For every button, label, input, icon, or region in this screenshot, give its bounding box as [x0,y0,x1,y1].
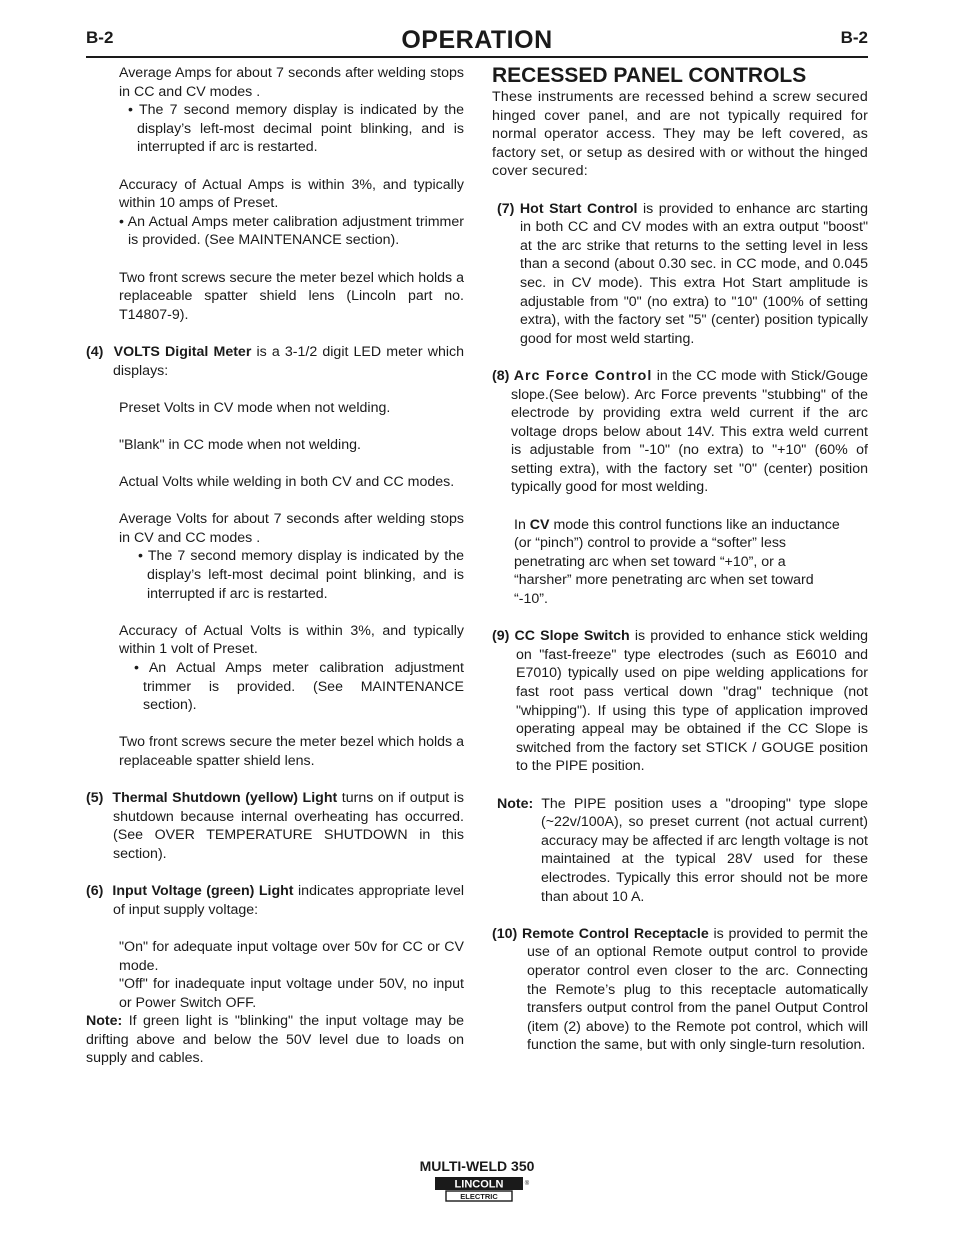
cv-mode-pre: In [514,516,526,533]
cv-mode-text [492,516,868,609]
item-10-label: Remote Control Receptacle [521,925,709,942]
amps-memory-bullet: • The 7 second memory display is indicated by the display’s left-most decimal point blinking, and is interrupted if arc is restarted. [128,102,464,156]
item-4-label: VOLTS Digital Meter [113,343,252,360]
volts-actual-text: Actual Volts while welding in both CV and CC modes. [119,474,455,491]
cv-mode-body: mode this control functions like an inductance (or “pinch”) control to provide a “softer” less penetrating arc when set toward “+10”, or a “harsher” more penetrating arc when set toward “-10”. [514,516,840,608]
item-6-text: indicates appropriate level of input supply voltage: [113,883,464,918]
item-5-text: turns on if output is shutdown because internal overheating has occurred. (See OVER TEMPERATURE SHUTDOWN in this section). [113,790,464,862]
left-note-label: Note: [86,1013,123,1030]
footer-model: MULTI-WELD 350 [419,1158,535,1174]
item-7-number: (7) [497,200,515,217]
volts-blank-text: "Blank" in CC mode when not welding. [119,436,361,453]
item-5-label: Thermal Shutdown (yellow) Light [112,790,338,807]
amps-bezel-text: Two front screws secure the meter bezel which holds a replaceable spatter shield lens (Lincoln part no. T14807-9). [119,269,464,323]
volts-memory-bullet: • The 7 second memory display is indicated by the display’s left-most decimal point blinking, and is interrupted if arc is restarted. [138,548,464,602]
section-title: RECESSED PANEL CONTROLS [492,64,807,87]
item-8-number: (8) [492,367,510,384]
item-5-number: (5) [86,790,104,807]
logo-top-text: LINCOLN [454,1178,504,1191]
right-column [492,64,868,1055]
amps-accuracy-text: Accuracy of Actual Amps is within 3%, and typically within 10 amps of Preset. [119,176,464,212]
item-7-label: Hot Start Control [519,200,638,217]
item-10-number: (10) [492,925,518,942]
volts-average-text: Average Volts for about 7 seconds after welding stops in CV and CC modes . [119,511,464,546]
item-4-text: is a 3-1/2 digit LED meter which displays: [113,343,464,379]
right-note [492,795,868,907]
item-8-text: in the CC mode with Stick/Gouge slope.(See below). Arc Force prevents "stubbing" of the electrode by providing extra weld current if the arc voltage drops below about 14V. This extra weld current is adjustable from "-10" (no extra) to "+10" (60% of setting extra), with the factory set "0" (center) position typically good for most welding. [511,367,868,496]
right-note-text: The PIPE position uses a "drooping" type slope (~22v/100A), so preset current (not actual current) accuracy may be affected if arc length voltage is not maintained at the typical 28V used for these electrodes. Typically this error should not be more than about 10 A. [541,795,868,905]
item-9-cc-slope [492,627,868,776]
volts-accuracy-text: Accuracy of Actual Volts is within 3%, and typically within 1 volt of Preset. [119,622,464,658]
volts-preset-text: Preset Volts in CV mode when not welding. [119,399,391,416]
right-note-label: Note: [497,795,534,812]
light-on-text: "On" for adequate input voltage over 50v for CC or CV mode. [119,938,464,974]
item-6-number: (6) [86,883,104,900]
left-note [86,1012,464,1068]
left-note-text: If green light is "blinking" the input voltage may be drifting above and below the 50V level due to loads on supply and cables. [86,1013,464,1067]
item-7-text: is provided to enhance arc starting in both CC and CV modes with an extra output "boost" at the arc strike that returns to the setting level in less than a second (about 0.30 sec. in CC mode, and 0.045 sec. in CV mode). This extra Hot Start amplitude is adjustable from "0" (no extra) to "10" (100% of setting extra), with the factory set "5" (center) position typically good for most weld starting. [520,200,868,347]
item-10-remote-receptacle [492,925,868,1055]
cv-mode-bold: CV [529,516,550,533]
item-9-text: is provided to enhance stick welding on "fast-freeze" type electrodes (such as E6010 and E7010) typically used on pipe welding applications for fast root pass vertical down "drag" technique (not "whipping"). If using this type of application improved operating appeal may be obtained if the CC Slope is switched from the factory set STICK / GOUGE position to the PIPE position. [516,628,868,775]
page-code-right: B-2 [840,28,868,47]
section-intro: These instruments are recessed behind a screw secured hinged cover panel, and are not typically required for normal operator access. They may be left covered, as factory set, or setup as desired with or without the hinged cover secured: [492,89,868,180]
amps-average-text: Average Amps for about 7 seconds after welding stops in CC and CV modes . [119,65,464,100]
amps-calibration-bullet: • An Actual Amps meter calibration adjustment trimmer is provided. (See MAINTENANCE section). [119,213,464,249]
header-rule [86,56,868,58]
page-code-left: B-2 [86,28,114,47]
item-5-thermal-light [86,789,464,863]
volts-calibration-bullet: • An Actual Amps meter calibration adjustment trimmer is provided. (See MAINTENANCE section). [134,660,464,714]
item-4-volts-meter [86,343,464,380]
page-title: OPERATION [401,26,553,54]
item-6-input-light [86,882,464,919]
item-7-hot-start [492,200,868,349]
left-column [86,64,464,1068]
light-off-text: "Off" for inadequate input voltage under 50V, no input or Power Switch OFF. [119,976,464,1011]
logo-registered-mark: ® [524,1181,530,1187]
lincoln-electric-logo [434,1176,532,1203]
logo-bottom-text: ELECTRIC [460,1192,498,1201]
item-9-label: CC Slope Switch [514,628,630,645]
item-8-label: Arc Force Control [513,367,653,384]
item-10-text: is provided to permit the use of an optional Remote output control to provide operator control even closer to the arc. Connecting the Remote’s plug to this receptacle automatically transfers output control from the panel Output Control (item (2) above) to the Remote pot control, which will function the same, but with only single-turn resolution. [527,925,868,1054]
item-8-arc-force [492,367,868,497]
item-4-number: (4) [86,343,104,360]
item-9-number: (9) [492,628,510,645]
item-6-label: Input Voltage (green) Light [112,883,294,900]
volts-bezel-text: Two front screws secure the meter bezel which holds a replaceable spatter shield lens. [119,734,464,769]
